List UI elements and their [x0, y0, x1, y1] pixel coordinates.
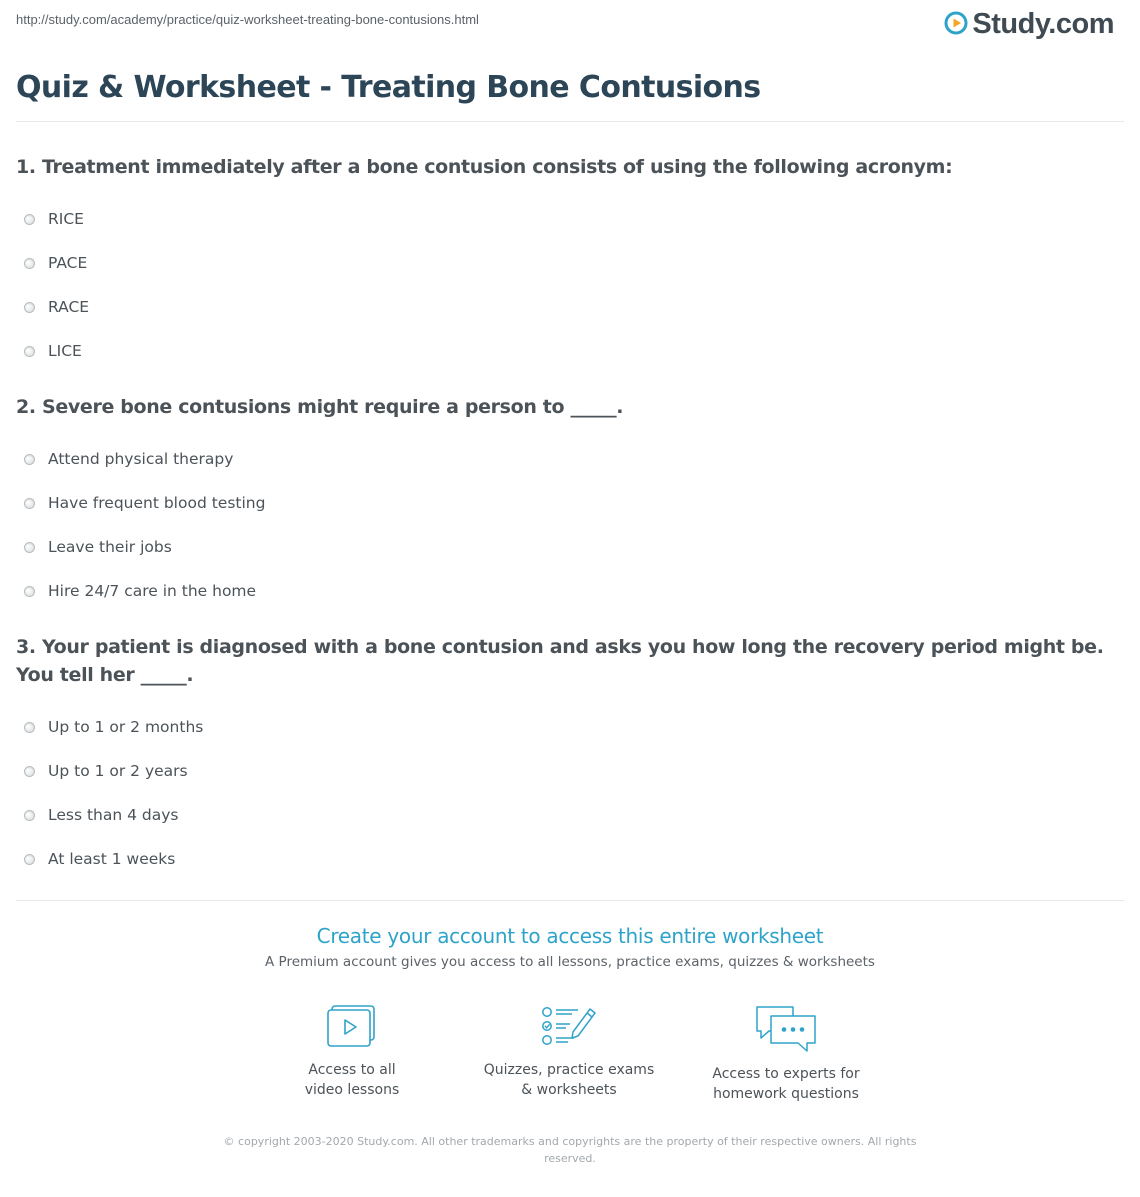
chat-experts-icon	[686, 1004, 886, 1054]
logo-text: Study.com	[972, 8, 1114, 40]
option-label: Leave their jobs	[48, 538, 172, 556]
radio-button[interactable]	[24, 214, 35, 225]
answer-options	[16, 705, 1116, 881]
answer-option[interactable]	[24, 569, 1116, 613]
question-1	[16, 153, 1116, 373]
radio-button[interactable]	[24, 346, 35, 357]
option-label: Attend physical therapy	[48, 450, 234, 468]
radio-button[interactable]	[24, 258, 35, 269]
radio-button[interactable]	[24, 586, 35, 597]
radio-button[interactable]	[24, 722, 35, 733]
feature-video-lessons	[252, 1004, 452, 1100]
copyright-line1: © copyright 2003-2020 Study.com. All other trademarks and copyrights are the property of their respective owners. All rights	[223, 1135, 917, 1148]
option-label: RICE	[48, 210, 84, 228]
feature-label-line2: homework questions	[713, 1086, 859, 1102]
answer-option[interactable]	[24, 793, 1116, 837]
radio-button[interactable]	[24, 854, 35, 865]
feature-label-line1: Quizzes, practice exams	[483, 1062, 655, 1078]
feature-experts	[686, 1004, 886, 1104]
answer-option[interactable]	[24, 241, 1116, 285]
option-label: LICE	[48, 342, 82, 360]
title-divider	[16, 121, 1124, 122]
play-circle-icon	[944, 11, 968, 39]
option-label: PACE	[48, 254, 88, 272]
page-title: Quiz & Worksheet - Treating Bone Contusions	[16, 70, 761, 105]
cta-subtitle: A Premium account gives you access to all lessons, practice exams, quizzes & worksheets	[265, 954, 875, 970]
radio-button[interactable]	[24, 542, 35, 553]
option-label: Less than 4 days	[48, 806, 179, 824]
answer-option[interactable]	[24, 525, 1116, 569]
answer-option[interactable]	[24, 329, 1116, 373]
page-url[interactable]: http://study.com/academy/practice/quiz-worksheet-treating-bone-contusions.html	[16, 12, 479, 27]
cta-title[interactable]: Create your account to access this entire worksheet	[316, 924, 824, 948]
answer-option[interactable]	[24, 197, 1116, 241]
radio-button[interactable]	[24, 454, 35, 465]
answer-option[interactable]	[24, 837, 1116, 881]
radio-button[interactable]	[24, 810, 35, 821]
feature-label-line2: video lessons	[304, 1082, 400, 1098]
option-label: Hire 24/7 care in the home	[48, 582, 257, 600]
radio-button[interactable]	[24, 302, 35, 313]
feature-label-line1: Access to all	[308, 1062, 396, 1078]
radio-button[interactable]	[24, 766, 35, 777]
answer-options	[16, 437, 1116, 613]
question-text: 2. Severe bone contusions might require a person to _____.	[16, 396, 624, 418]
copyright-notice	[210, 1133, 930, 1167]
quiz-checklist-icon	[469, 1004, 669, 1050]
feature-label-line1: Access to experts for	[712, 1066, 860, 1082]
answer-option[interactable]	[24, 481, 1116, 525]
answer-option[interactable]	[24, 749, 1116, 793]
option-label: Up to 1 or 2 years	[48, 762, 188, 780]
answer-option[interactable]	[24, 705, 1116, 749]
option-label: Have frequent blood testing	[48, 494, 266, 512]
study-logo[interactable]	[944, 8, 1114, 41]
question-2	[16, 393, 1116, 613]
option-label: Up to 1 or 2 months	[48, 718, 204, 736]
question-text: 3. Your patient is diagnosed with a bone contusion and asks you how long the recovery period might be. You tell her _____.	[16, 636, 1104, 686]
question-3	[16, 633, 1116, 881]
option-label: At least 1 weeks	[48, 850, 176, 868]
video-lessons-icon	[252, 1004, 452, 1050]
feature-label-line2: & worksheets	[521, 1082, 617, 1098]
answer-option[interactable]	[24, 285, 1116, 329]
feature-quizzes	[469, 1004, 669, 1100]
answer-option[interactable]	[24, 437, 1116, 481]
radio-button[interactable]	[24, 498, 35, 509]
option-label: RACE	[48, 298, 90, 316]
premium-features	[0, 1004, 1140, 1114]
question-text: 1. Treatment immediately after a bone contusion consists of using the following acronym:	[16, 156, 953, 178]
copyright-line2: reserved.	[544, 1152, 596, 1165]
cta-divider	[16, 900, 1124, 901]
answer-options	[16, 197, 1116, 373]
